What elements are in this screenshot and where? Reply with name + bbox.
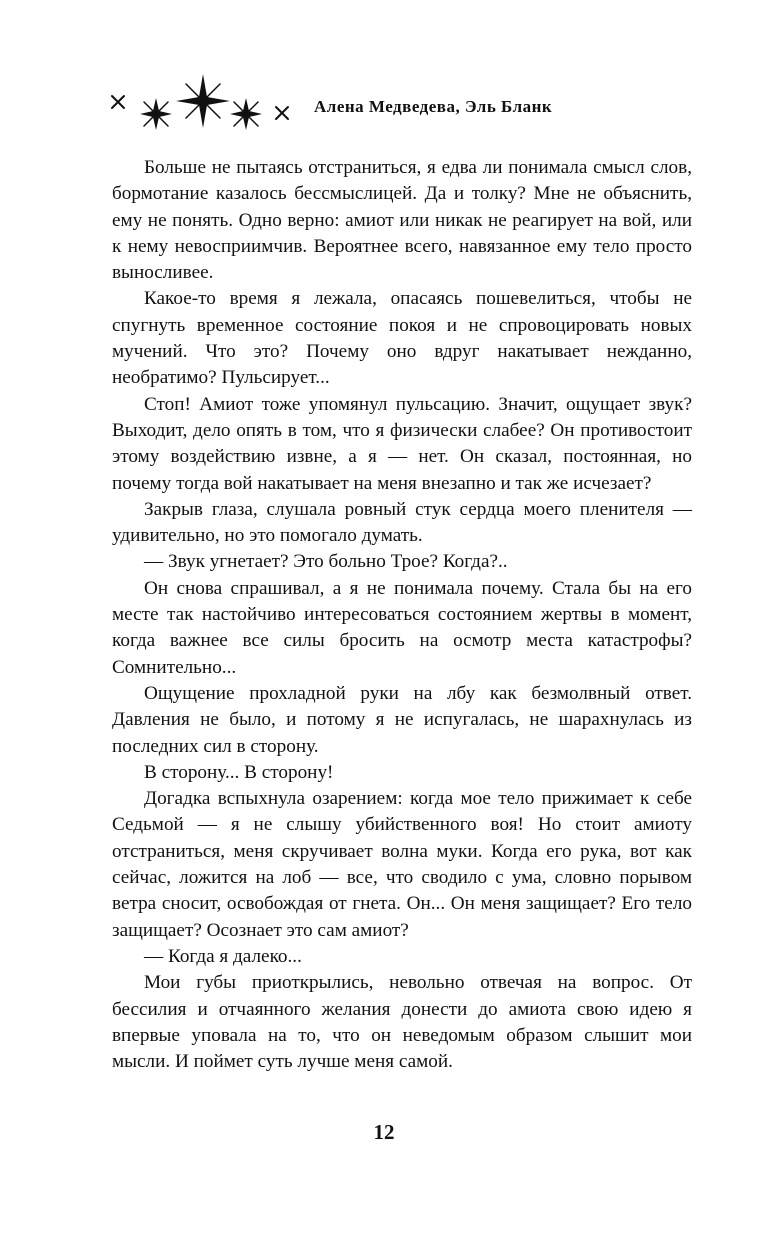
paragraph: Он снова спрашивал, а я не понимала почему. Стала бы на его месте так настойчиво интересоваться состоянием жертвы в момент, когда важнее все силы бросить на осмотр места катастрофы? Сомнительно... bbox=[112, 577, 692, 678]
page-number: 12 bbox=[373, 1120, 395, 1144]
paragraph: Догадка вспыхнула озарением: когда мое тело прижимает к себе Седьмой — я не слышу убийственного воя! Но стоит амиоту отстраниться, меня скручивает волна муки. Когда его рука, вот как сейчас, ложится на лоб — все, что сводило с ума, словно порывом ветра сносит, освобождая от гнета. Он... Он меня защищает? Его тело защищает? Осознает это сам амиот? bbox=[112, 788, 692, 941]
paragraph: Ощущение прохладной руки на лбу как безмолвный ответ. Давления не было, и потому я не испугалась, не шарахнулась из последних сил в сторону. bbox=[112, 682, 692, 757]
paragraph: — Звук угнетает? Это больно Трое? Когда?.. bbox=[144, 551, 508, 573]
paragraph: Мои губы приоткрылись, невольно отвечая на вопрос. От бессилия и отчаянного желания донести до амиота свою идею я впервые уповала на то, что он неведомым образом слышит мои мысли. И поймет суть лучше меня самой. bbox=[112, 972, 692, 1073]
sparkle-stars-icon bbox=[108, 70, 308, 134]
paragraph: — Когда я далеко... bbox=[144, 945, 302, 967]
paragraph: Закрыв глаза, слушала ровный стук сердца моего пленителя — удивительно, но это помогало думать. bbox=[112, 498, 692, 547]
paragraph: Больше не пытаясь отстраниться, я едва ли понимала смысл слов, бормотание казалось бессмыслицей. Да и толку? Мне не объяснить, ему не понять. Одно верно: амиот или никак не реагирует на вой, или к нему невосприимчив. Вероятнее всего, навязанное ему тело просто выносливее. bbox=[112, 157, 692, 284]
header-title: Алена Медведева, Эль Бланк bbox=[314, 97, 553, 116]
paragraph: В сторону... В сторону! bbox=[144, 761, 334, 783]
paragraph: Стоп! Амиот тоже упомянул пульсацию. Значит, ощущает звук? Выходит, дело опять в том, что я физически слабее? Он противостоит этому воздействию извне, а я — нет. Он сказал, постоянная, но почему тогда вой накатывает на меня внезапно и так же исчезает? bbox=[112, 393, 692, 494]
running-header bbox=[108, 70, 628, 134]
paragraph: Какое-то время я лежала, опасаясь пошевелиться, чтобы не спугнуть временное состояние покоя и не спровоцировать новых мучений. Что это? Почему оно вдруг накатывает нежданно, необратимо? Пульсирует... bbox=[112, 288, 692, 389]
body-text bbox=[112, 155, 692, 1075]
